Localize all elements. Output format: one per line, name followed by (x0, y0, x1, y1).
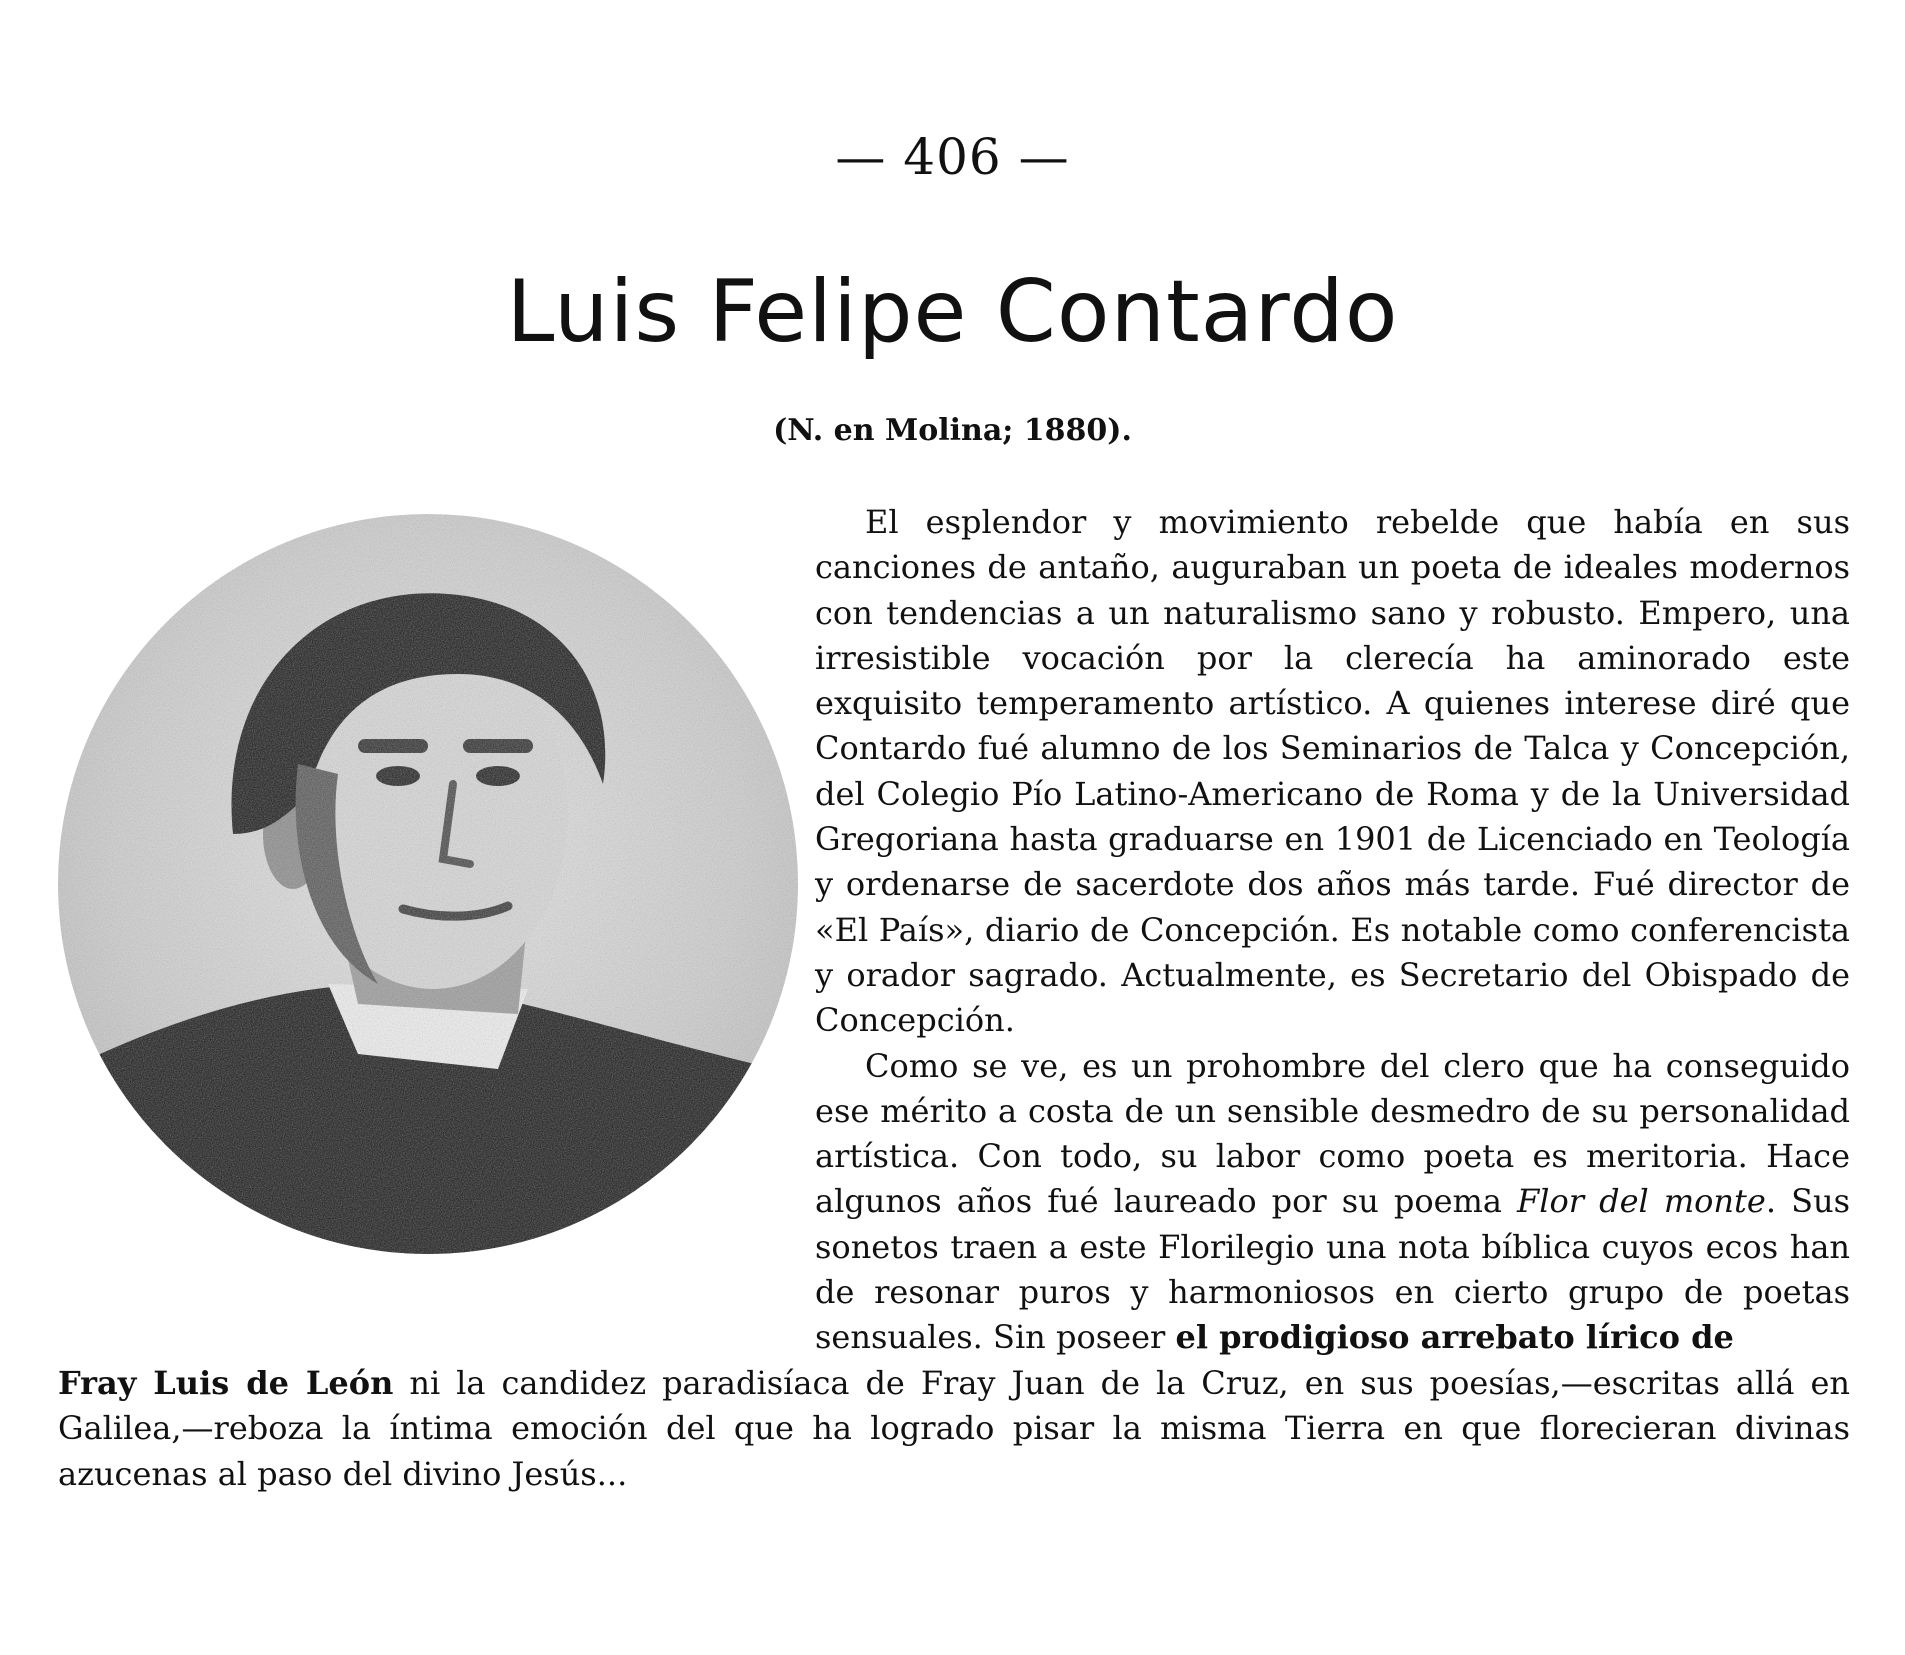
page-number: — 406 — (835, 128, 1070, 186)
body-column (815, 500, 1850, 1361)
paragraph-2-start (815, 1044, 1850, 1361)
paragraph-2-text-a: Como se ve, es un prohombre del clero que ha conseguido ese mérito a costa de un sensible desmedro de su personalidad artística. Con todo, su labor como poeta es meritoria. Hace algunos años fué laureado por su poema (815, 1046, 1850, 1221)
bold-phrase: el prodigioso arrebato lírico de (1175, 1318, 1734, 1357)
paragraph-2-text-b: . Sus sonetos traen a este Florilegio una nota bíblica cuyos ecos han de resonar puros y harmoniosos en cierto grupo de poetas sensuales. Sin poseer (815, 1182, 1851, 1357)
poem-title: Flor del monte (1517, 1182, 1766, 1221)
portrait-photo-icon (58, 514, 798, 1254)
paragraph-2-text-c: Fray Luis de León ni la candidez paradisíaca de Fray Juan de la Cruz, en sus poesías,—escritas allá en Galilea,—reboza la íntima emoción del que ha logrado pisar la misma Tierra en que florecieran divinas azucenas al paso del divino Jesús... (58, 1364, 1851, 1493)
birth-note: (N. en Molina; 1880). (773, 413, 1132, 448)
paragraph-2-continuation (58, 1361, 1850, 1497)
page-title: Luis Felipe Contardo (506, 262, 1399, 362)
bold-name: Fray Luis de León (58, 1364, 394, 1402)
paragraph-1: El esplendor y movimiento rebelde que había en sus canciones de antaño, auguraban un poeta de ideales modernos con tendencias a un naturalismo sano y robusto. Empero, una irresistible vocación por la clerecía ha aminorado este exquisito temperamento artístico. A quienes interese diré que Contardo fué alumno de los Seminarios de Talca y Concepción, del Colegio Pío Latino-Americano de Roma y de la Universidad Gregoriana hasta graduarse en 1901 de Licenciado en Teología y ordenarse de sacerdote dos años más tarde. Fué director de «El País», diario de Concepción. Es notable como conferencista y orador sagrado. Actualmente, es Secretario del Obispado de Concepción. (815, 503, 1850, 1040)
body-full-width (58, 1361, 1850, 1497)
